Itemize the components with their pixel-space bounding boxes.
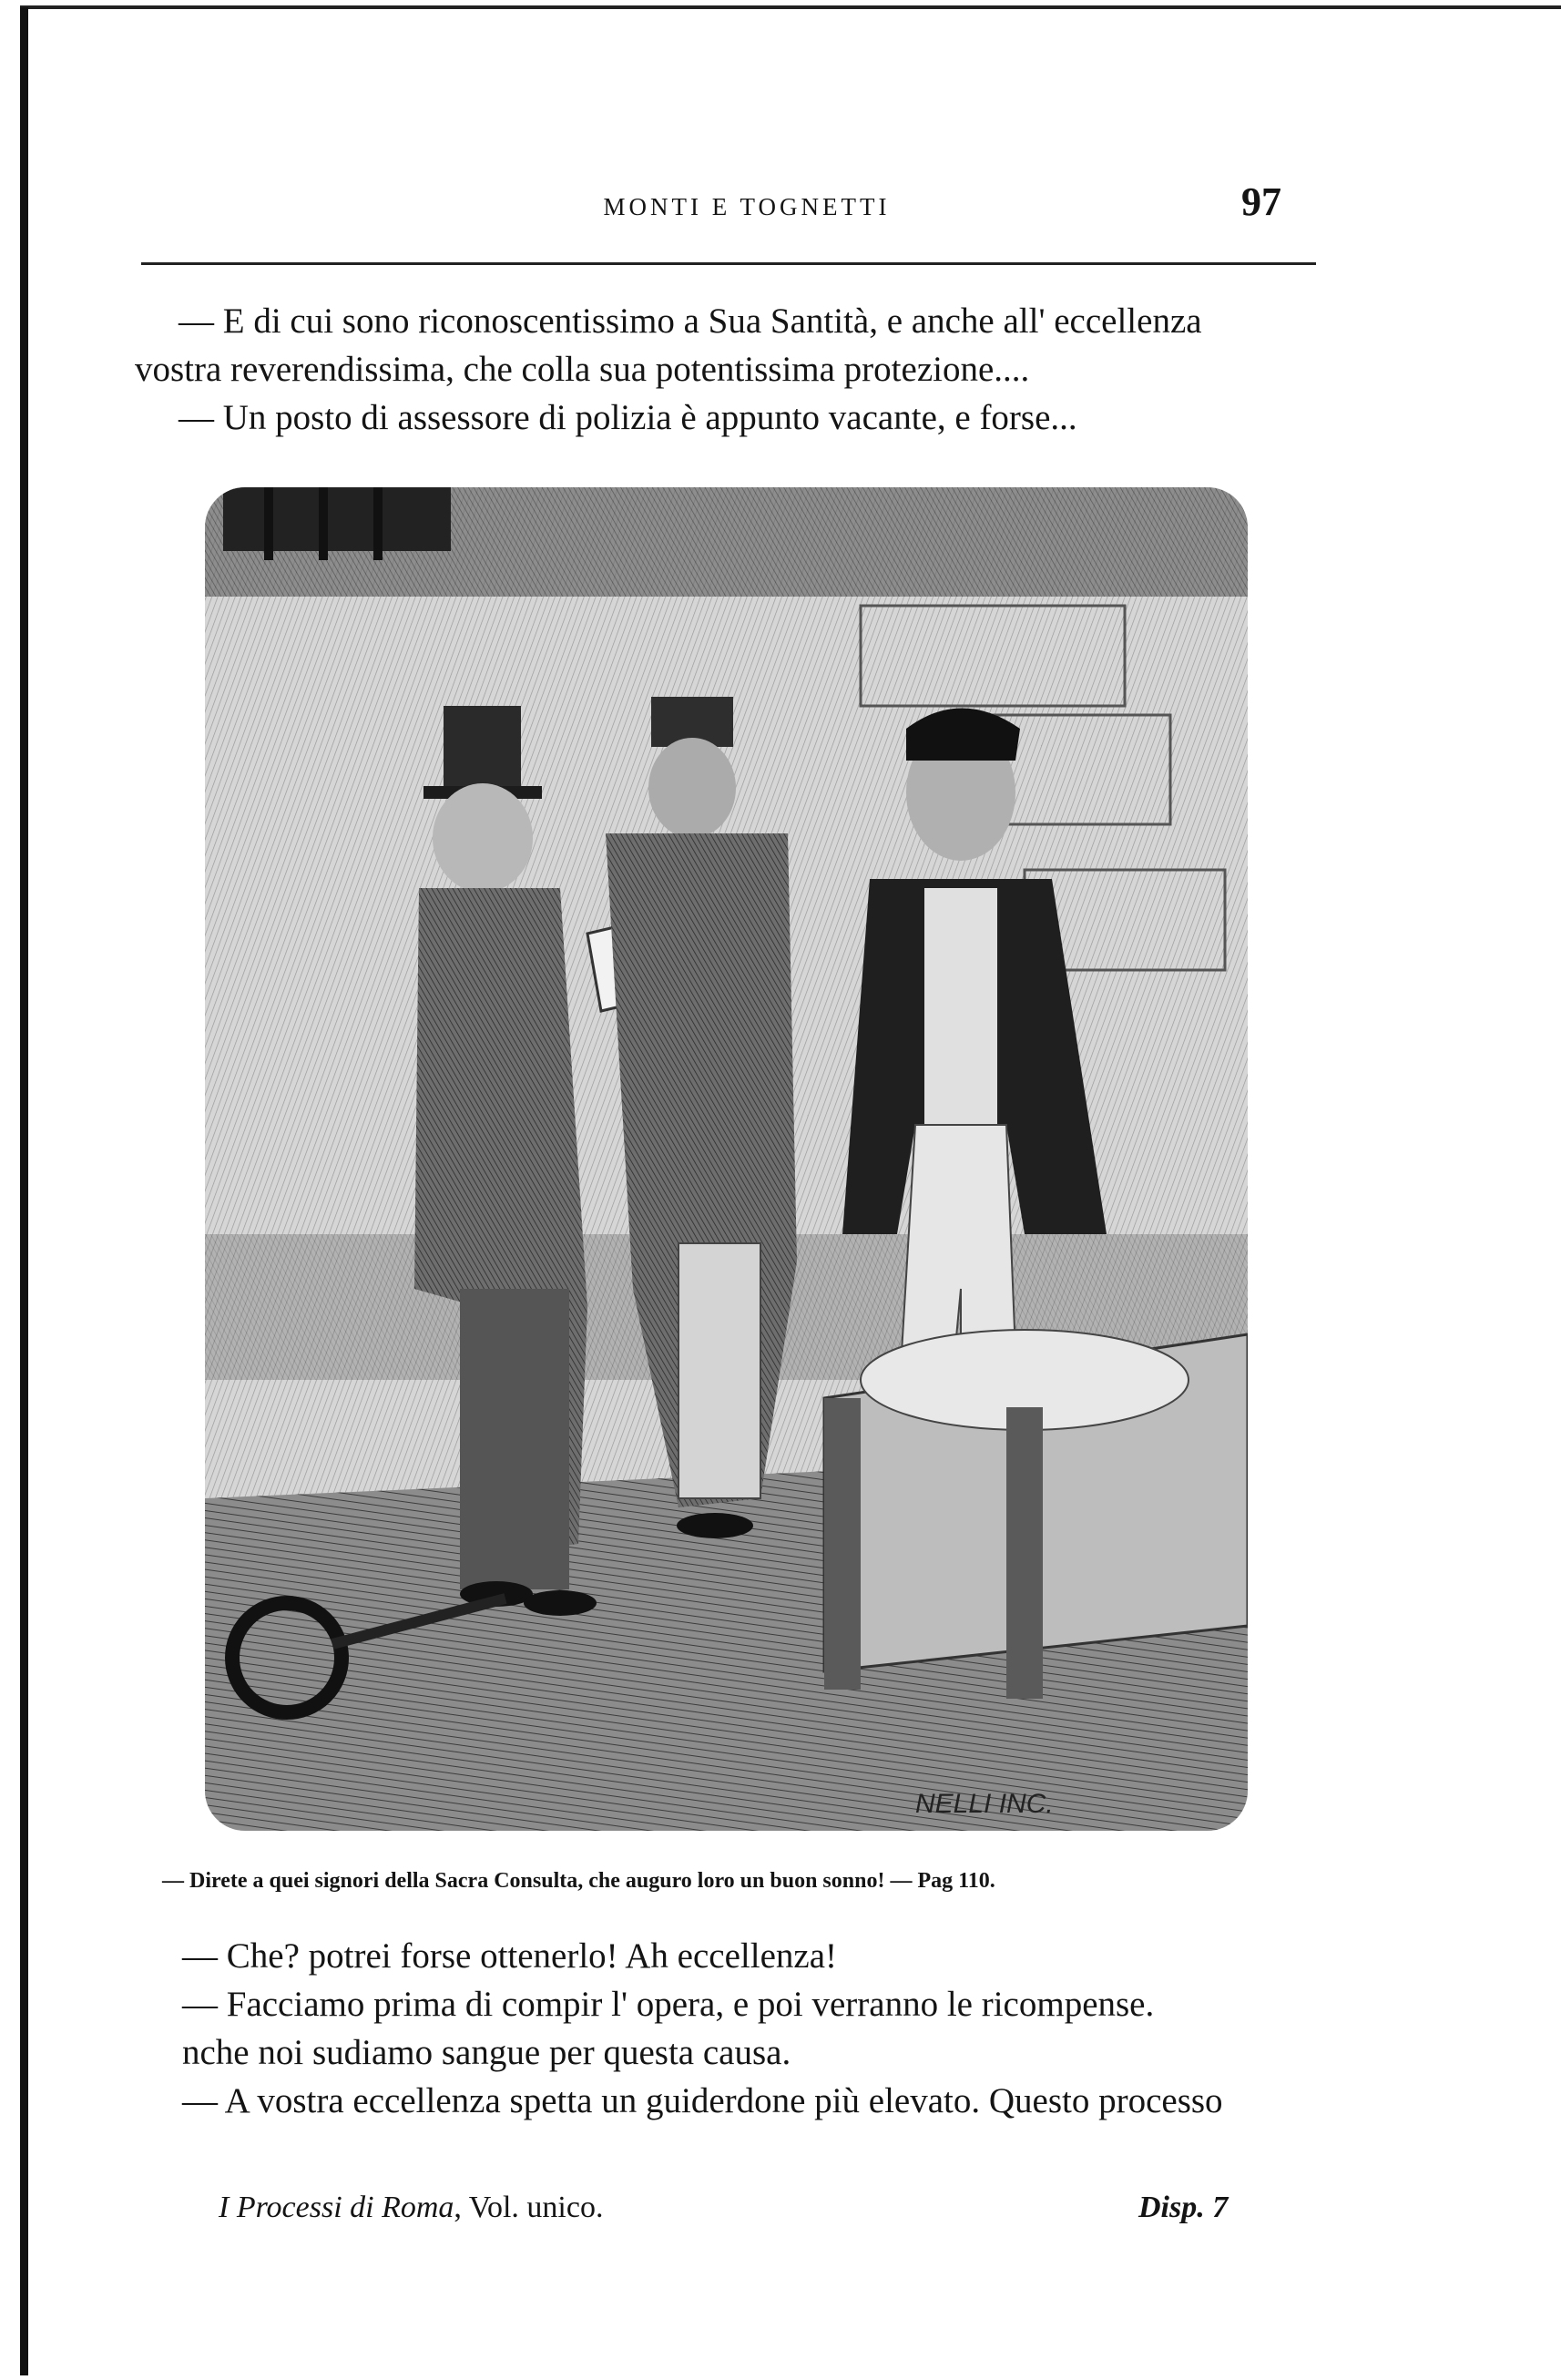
- text-line: — E di cui sono riconoscentissimo a Sua Santità, e anche all' eccellenza: [179, 301, 1202, 341]
- text-line: vostra reverendissima, che colla sua potentissima protezione....: [135, 350, 1030, 389]
- text-line: — Che? potrei forse ottenerlo! Ah eccellenza!: [182, 1936, 838, 1976]
- top-border-rule: [20, 5, 1561, 9]
- text-line: — A vostra eccellenza spetta un guiderdone più elevato. Questo processo: [182, 2081, 1223, 2120]
- text-line: — Facciamo prima di compir l' opera, e poi verranno le ricompense.: [182, 1985, 1155, 2024]
- illustration-caption: — Direte a quei signori della Sacra Consulta, che auguro loro un buon sonno! — Pag 110.: [162, 1869, 995, 1893]
- engraver-signature: NELLI INC.: [915, 1789, 1054, 1819]
- left-border-rule: [20, 7, 28, 2375]
- footer-title: I Processi di Roma: [219, 2191, 454, 2224]
- footer-dispensa: Disp. 7: [1138, 2191, 1229, 2224]
- running-title: MONTI E TOGNETTI: [603, 193, 891, 220]
- text-line: — Un posto di assessore di polizia è appunto vacante, e forse...: [179, 398, 1077, 437]
- footer-volume: , Vol. unico.: [454, 2191, 604, 2224]
- engraving-illustration: [205, 487, 1248, 1831]
- bottom-paragraph: [182, 1932, 1348, 2125]
- header-divider: [141, 262, 1316, 265]
- top-paragraph: [135, 297, 1337, 442]
- footer-book-title: [219, 2191, 603, 2225]
- page-number: 97: [1241, 179, 1281, 224]
- text-line: nche noi sudiamo sangue per questa causa.: [182, 2033, 791, 2072]
